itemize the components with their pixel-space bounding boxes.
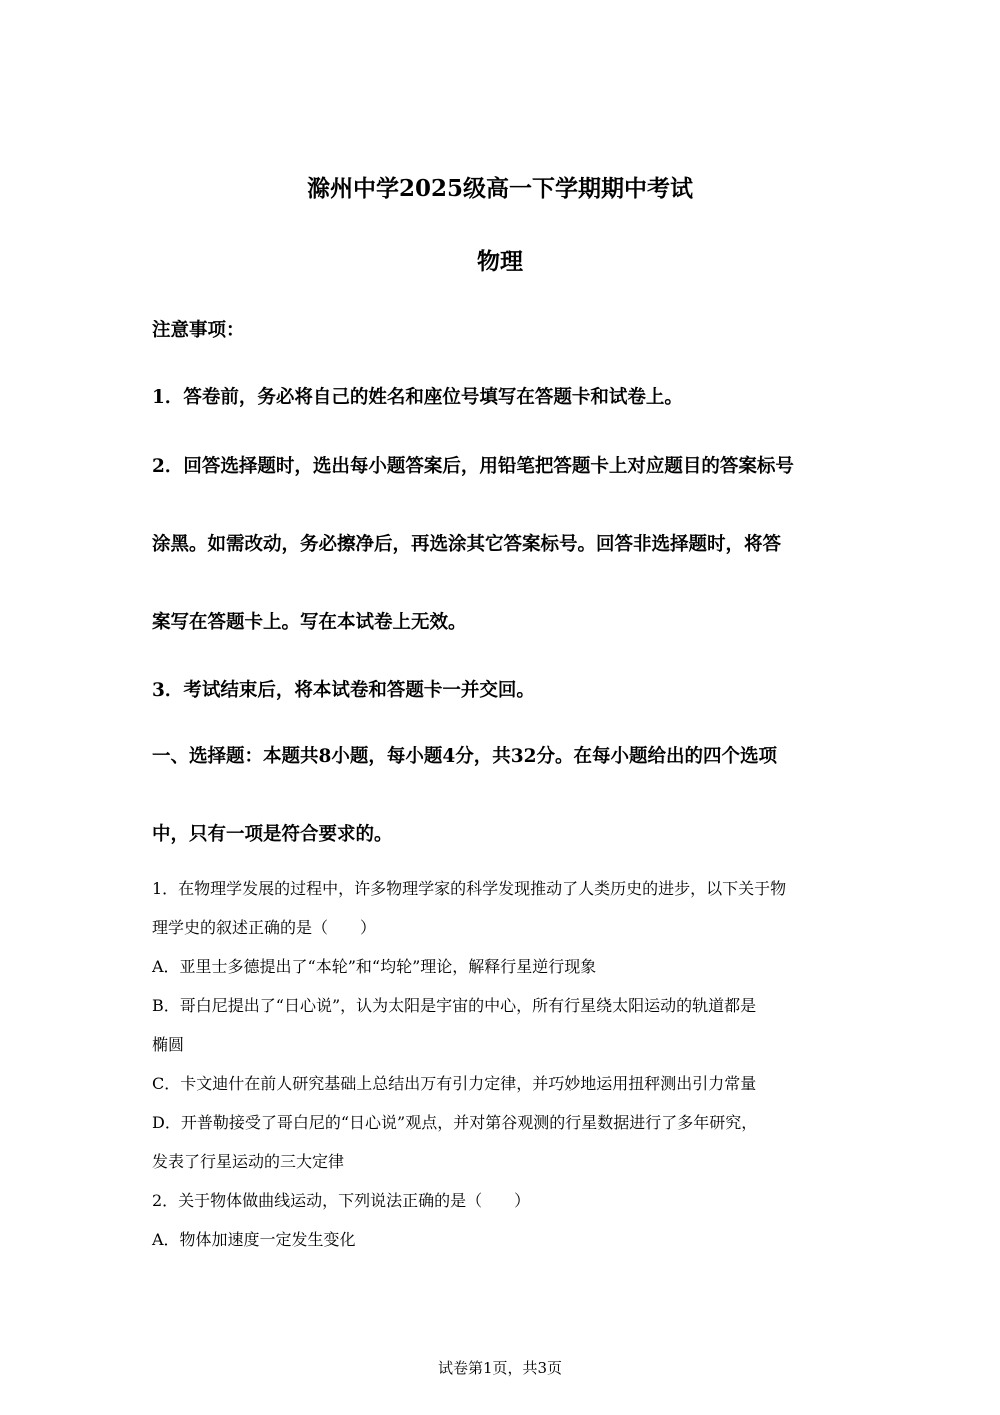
section-heading-line: 一、选择题：本题共8小题，每小题4分，共32分。在每小题给出的四个选项 <box>152 746 777 767</box>
question-line: 发表了行星运动的三大定律 <box>152 1152 345 1171</box>
question-line: 椭圆 <box>152 1035 185 1054</box>
question-line: D．开普勒接受了哥白尼的“日心说”观点，并对第谷观测的行星数据进行了多年研究， <box>152 1113 758 1132</box>
question-line: 理学史的叙述正确的是（ ） <box>152 918 377 937</box>
question-line: 1．在物理学发展的过程中，许多物理学家的科学发现推动了人类历史的进步，以下关于物 <box>152 879 787 898</box>
exam-title: 滁州中学2025级高一下学期期中考试 <box>306 175 693 202</box>
section-heading-line: 中，只有一项是符合要求的。 <box>152 824 393 845</box>
exam-subject: 物理 <box>477 248 523 275</box>
notice-line: 2．回答选择题时，选出每小题答案后，用铅笔把答题卡上对应题目的答案标号 <box>152 456 794 477</box>
question-line: A．物体加速度一定发生变化 <box>152 1230 356 1249</box>
notice-heading: 注意事项： <box>152 320 245 341</box>
notice-line: 涂黑。如需改动，务必擦净后，再选涂其它答案标号。回答非选择题时，将答 <box>152 534 782 555</box>
notice-line: 1．答卷前，务必将自己的姓名和座位号填写在答题卡和试卷上。 <box>152 387 683 408</box>
page-footer: 试卷第1页，共3页 <box>437 1359 563 1377</box>
question-line: A．亚里士多德提出了“本轮”和“均轮”理论，解释行星逆行现象 <box>152 957 597 976</box>
question-line: B．哥白尼提出了“日心说”，认为太阳是宇宙的中心，所有行星绕太阳运动的轨道都是 <box>152 996 757 1015</box>
notice-line: 案写在答题卡上。写在本试卷上无效。 <box>152 612 467 633</box>
question-line: 2．关于物体做曲线运动，下列说法正确的是（ ） <box>152 1191 531 1210</box>
notice-line: 3．考试结束后，将本试卷和答题卡一并交回。 <box>152 680 535 701</box>
question-line: C．卡文迪什在前人研究基础上总结出万有引力定律，并巧妙地运用扭秤测出引力常量 <box>152 1074 757 1093</box>
